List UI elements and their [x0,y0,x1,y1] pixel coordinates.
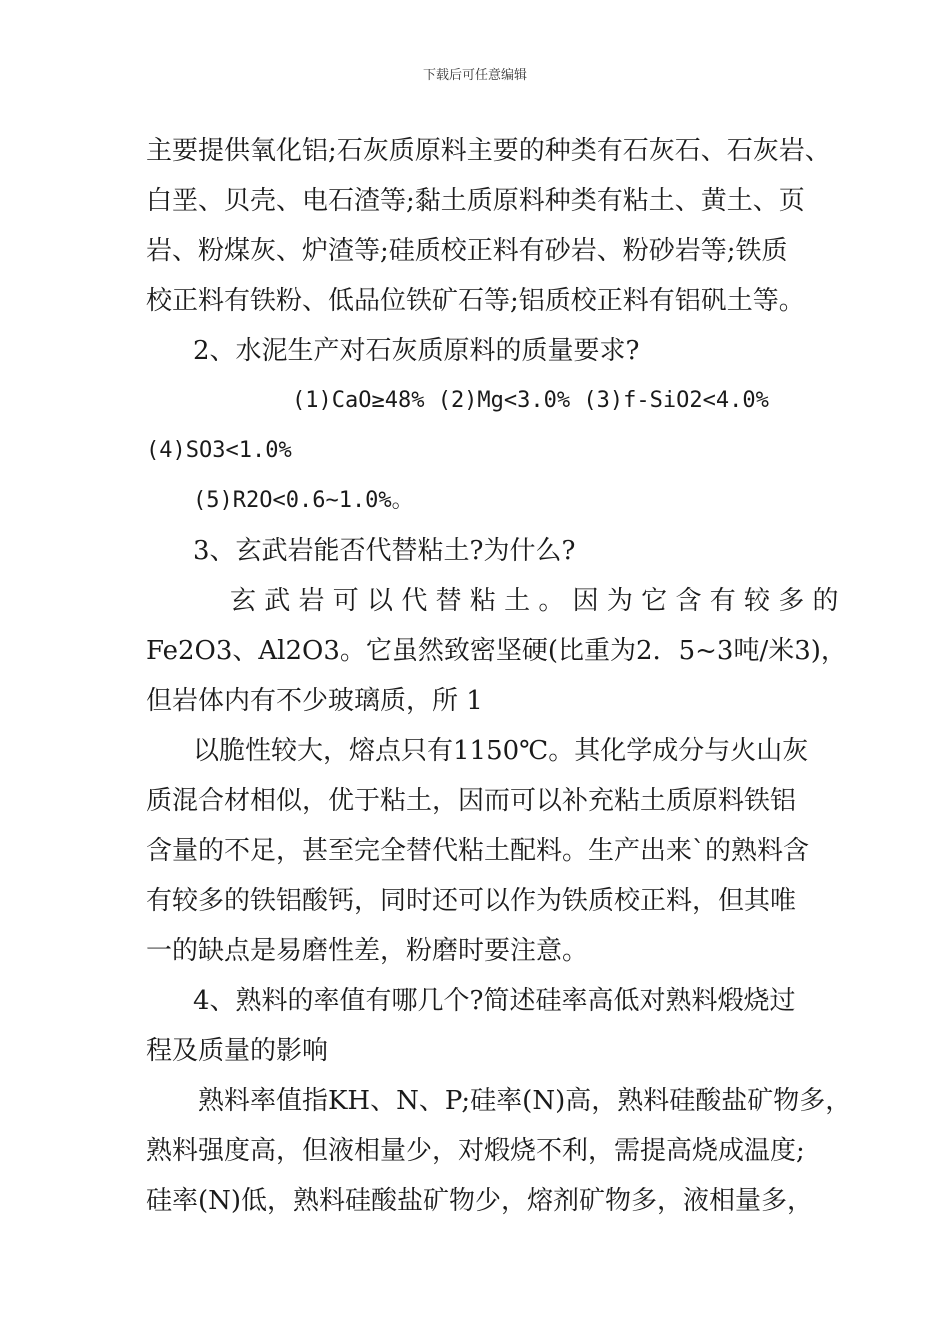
text-line: 以脆性较大，熔点只有1150℃。其化学成分与火山灰 [193,736,809,766]
text-line: 熟料强度高，但液相量少，对煅烧不利，需提高烧成温度; [146,1136,805,1166]
text-line: 一的缺点是易磨性差，粉磨时要注意。 [146,936,589,966]
text-line: 含量的不足，甚至完全替代粘土配料。生产出来`的熟料含 [146,836,810,866]
requirement-line: (5)R2O<0.6~1.0%。 [193,488,414,513]
text-line: 硅率(N)低，熟料硅酸盐矿物少，熔剂矿物多，液相量多， [146,1186,814,1216]
requirement-line: (1)CaO≥48% (2)Mg<3.0% (3)f-SiO2<4.0% [292,388,769,413]
text-line: 主要提供氧化铝;石灰质原料主要的种类有石灰石、石灰岩、 [146,136,831,166]
text-line: 但岩体内有不少玻璃质，所 1 [146,686,483,716]
text-line: 有较多的铁铝酸钙，同时还可以作为铁质校正料，但其唯 [146,886,797,916]
text-line: 质混合材相似，优于粘土，因而可以补充粘土质原料铁铝 [146,786,797,816]
text-line: 玄 武 岩 可 以 代 替 粘 土 。 因 为 它 含 有 较 多 的 [230,586,839,616]
text-line: 熟料率值指KH、N、P;硅率(N)高，熟料硅酸盐矿物多， [198,1086,852,1116]
text-line: Fe2O3、Al2O3。它虽然致密坚硬(比重为2．5~3吨/米3)， [146,636,847,666]
question-2: 2、水泥生产对石灰质原料的质量要求? [193,336,640,366]
question-4: 4、熟料的率值有哪几个?简述硅率高低对熟料煅烧过 [193,986,796,1016]
question-3: 3、玄武岩能否代替粘土?为什么? [193,536,576,566]
text-line: 校正料有铁粉、低品位铁矿石等;铝质校正料有铝矾土等。 [146,286,805,316]
text-line: 程及质量的影响 [146,1036,329,1066]
page-header: 下载后可任意编辑 [422,68,527,83]
text-line: 岩、粉煤灰、炉渣等;硅质校正料有砂岩、粉砂岩等;铁质 [146,236,788,266]
requirement-line: (4)SO3<1.0% [146,438,292,463]
text-line: 白垩、贝壳、电石渣等;黏土质原料种类有粘土、黄土、页 [146,186,805,216]
